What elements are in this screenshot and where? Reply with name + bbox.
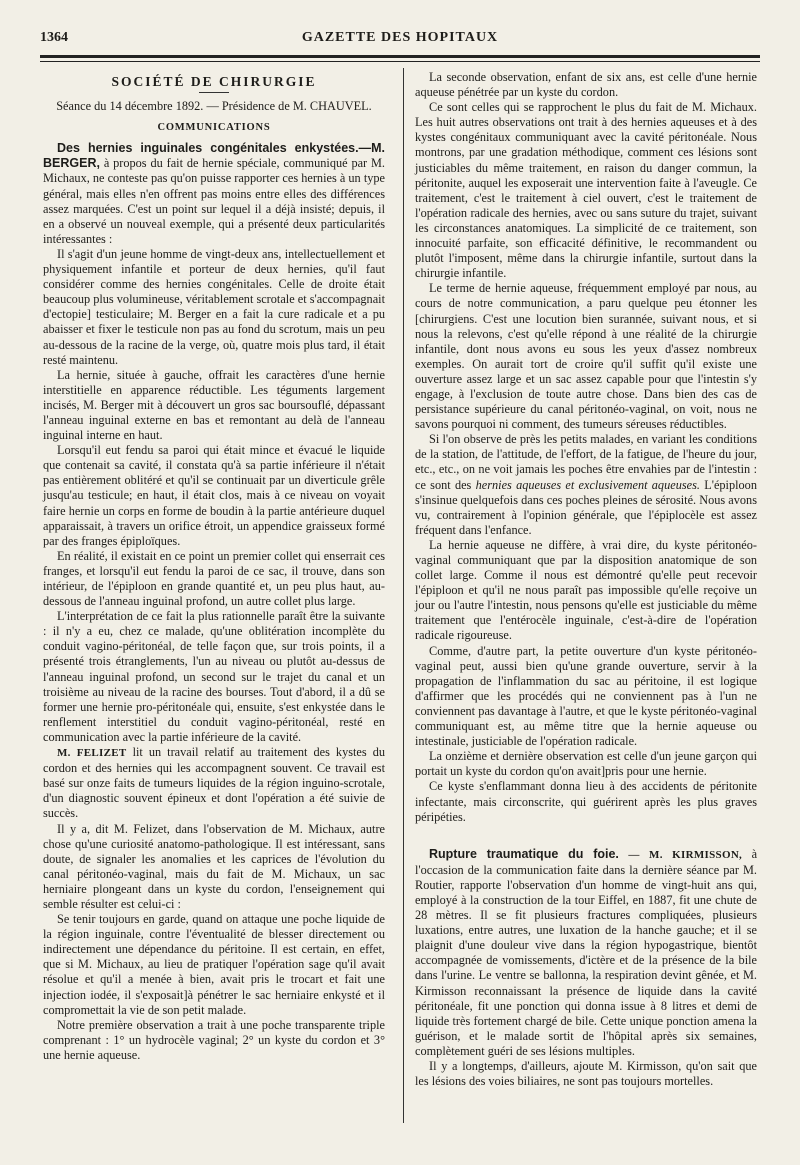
header-rule-thick <box>40 55 760 58</box>
article-title: Rupture traumatique du foie. <box>429 846 619 861</box>
paragraph: Rupture traumatique du foie. — M. KIRMISSON, à l'occasion de la communication faite dans la dernière séance par M. Routier, rapporte l'observation d'un homme de vingt-huit ans qui, employé à la construction de la tour Eiffel, en 1887, fit une chute de 28 mètres. Il se fit plusieurs fractures compliquées, plusieurs luxations, entre autres, une luxation de la hanche gauche; et il se plaignit d'une douleur vive dans la région hypogastrique, bientôt accompagnée de vomissements, d'ictère et de la présence de la bile dans l'urine. Le ventre se ballonna, la respiration devint gênée, et M. Kirmisson reconnaissant la présence de liquide dans la cavité péritonéale, fit une ponction qui donna issue à 8 litres et demi de liquide très fortement chargé de bile. Cette unique ponction amena la guérison, et le malade sortit de l'hôpital après six semaines, complètement guéri de ses lésions multiples. <box>415 846 758 1058</box>
paragraph: La seconde observation, enfant de six ans, est celle d'une hernie aqueuse pénétrée par un kyste du cordon. <box>415 70 757 100</box>
left-column <box>43 70 385 1063</box>
header-rule-thin <box>40 61 760 62</box>
paragraph: La hernie, située à gauche, offrait les caractères d'une hernie interstitielle en apparence réductible. Les téguments largement incisés, M. Berger mit à découvert un gros sac boursouflé, dépassant l'anneau inguinal externe en bas et remontant au delà de l'anneau inguinal interne en haut. <box>43 367 385 443</box>
section-gap <box>415 825 757 847</box>
italic-phrase: hernies aqueuses et exclusivement aqueuses. <box>475 477 700 492</box>
paragraph: Si l'on observe de près les petits malades, en variant les conditions de la station, de l'attitude, de l'effort, de la fatigue, de l'heure du jour, etc., etc., on ne voit jamais les poches être envahies par de l'intestin : ce sont des hernies aqueuses et exclusivement aqueuses. L'épiploon s'insinue quelquefois dans ces poches pleines de sérosité. Nous avons vu, contrairement à l'opinion générale, que l'épiplocèle est assez fréquent dans l'enfance. <box>415 432 757 537</box>
paragraph: Notre première observation a trait à une poche transparente triple comprenant : 1° un hydrocèle vaginal; 2° un kyste du cordon et 3° une hernie aqueuse. <box>43 1017 385 1062</box>
author-name: M. FELIZET <box>57 747 127 760</box>
paragraph: Lorsqu'il eut fendu sa paroi qui était mince et évacué le liquide que contenait sa cavité, il constata qu'à sa partie inférieure il n'était pas entièrement oblitéré et qu'il se continuait par un diverticule grêle jusqu'au testicule; en haut, il était clos, mais à ce niveau on voyait faire hernie un corps en forme de boudin à la partie antérieure duquel apparaissait, à travers un orifice étroit, un appendice graisseux formé par des franges épiploïques. <box>43 443 385 548</box>
paragraph: Comme, d'autre part, la petite ouverture d'un kyste péritonéo-vaginal peut, aussi bien qu'une grande ouverture, servir à la propagation de l'inflammation du sac au péritoine, il est logique d'affirmer que les procédés qui ne conviennent pas à l'un ne conviennent pas davantage à l'autre, et que le kyste péritonéo-vaginal communiquant est, au même titre que la hernie aqueuse ou intestinale, justiciable de l'opération radicale. <box>415 643 757 749</box>
title-rule <box>199 92 229 93</box>
paragraph: Le terme de hernie aqueuse, fréquemment employé par nous, au cours de notre communication, a paru quelque peu étonner les [chirurgiens. C'est une locution bien surannée, suivant nous, et si nous la relevons, c'est qu'elle répond à une réalité de la chirurgie infantile, dont nous avons eu sous les yeux d'assez nombreux exemples. On aurait tort de croire qu'il suffit qu'il existe une ouverture assez large et un sac assez capable pour que l'intestin s'y engage, à l'exclusion de toute autre chose. Dans bien des cas de persistance supérieure du canal péritonéo-vaginal, on voit, nous ne savons pourquoi ni comment, des tumeurs séreuses réductibles. <box>415 281 757 432</box>
paragraph: Se tenir toujours en garde, quand on attaque une poche liquide de la région inguinale, contre l'éventualité de blesser directement ou indirectement une dépendance du péritoine. Il est certain, en effet, que si M. Michaux, au lieu de pratiquer l'opération sage qu'il avait résolue et qu'il a menée à bien, avait pris le trocart et fait une injection iodée, il s'exposait]à pénétrer le sac herniaire enkysté et il compromettait la vie de son petit malade. <box>43 912 385 1017</box>
page-header <box>40 30 760 54</box>
paragraph: Il y a, dit M. Felizet, dans l'observation de M. Michaux, autre chose qu'une curiosité anatomo-pathologique. Il est intéressant, sans doute, de signaler les anomalies et les caprices de l'évolution du canal péritonéo-vaginal, mais du fait de M. Michaux, un sac herniaire plongeant dans un kyste du cordon, l'enseignement qui semble résulter est celui-ci : <box>43 821 385 911</box>
paragraph: L'interprétation de ce fait la plus rationnelle paraît être la suivante : il n'y a eu, chez ce malade, qu'une oblitération incomplète du conduit vagino-péritonéal, de telle façon que, sur trois points, il a présenté trois étranglements, l'un au niveau ou plutôt au-dessus de l'anneau inguinal profond, un second sur le trajet du canal et un troisième au niveau de la racine des bourses. Tout d'abord, il a dû se former une hernie pro-péritonéale qui, ensuite, s'est enkystée dans le renflement interstitiel du conduit vagino-péritonéal, resté en communication avec la partie inférieure de la cavité. <box>43 609 385 744</box>
journal-title: GAZETTE DES HOPITAUX <box>301 30 499 45</box>
paragraph: Ce kyste s'enflammant donna lieu à des accidents de péritonite infectante, mais circonscrite, qui guérirent après les plus graves péripéties. <box>415 779 757 824</box>
paragraph: M. FELIZET lit un travail relatif au traitement des kystes du cordon et des hernies qui les accompagnent souvent. Ce travail est basé sur onze faits de tumeurs liquides de la région inguino-scrotale, d'un diagnostic souvent épineux et dont l'opération a été suivie de succès. <box>43 745 385 821</box>
session-line: Séance du 14 décembre 1892. — Présidence de M. CHAUVEL. <box>56 99 372 114</box>
paragraph: Ce sont celles qui se rapprochent le plus du fait de M. Michaux. Les huit autres observations ont trait à des hernies aqueuses et à des kystes congénitaux communiquant avec la cavité péritonéale. Nous montrons, par une gradation méthodique, comment ces lésions sont justiciables du même traitement, en raison du danger commun, la péritonite, auquel les exposerait une intervention faite à l'aveugle. Ce traitement, c'est le traitement à ciel ouvert, c'est le traitement de l'opération radicale des hernies, avec ou sans suture du trajet, suivant les circonstances anatomiques. La simplicité de ce traitement, son innocuité parfaite, son efficacité définitive, le recommandent ou plutôt l'imposent, même dans la chirurgie infantile, surtout dans la chirurgie infantile. <box>415 100 757 281</box>
paragraph: Il y a longtemps, d'ailleurs, ajoute M. Kirmisson, qu'on sait que les lésions des voies biliaires, ne sont pas toujours mortelles. <box>415 1059 757 1089</box>
column-divider <box>403 68 404 1123</box>
page-number: 1364 <box>40 30 68 45</box>
right-column <box>415 70 757 1089</box>
paragraph: Des hernies inguinales congénitales enkystées.—M. BERGER, à propos du fait de hernie spéciale, communiqué par M. Michaux, ne conteste pas qu'on puisse rapporter ces hernies à un type général, mais elles n'en offrent pas moins entre elles des différences assez marquées. C'est un point sur lequel il a déjà insisté; depuis, il en a observé un nouveal exemple, qui a présenté deux particularités intéressantes : <box>43 141 386 246</box>
author-name: — M. KIRMISSON, <box>628 848 743 861</box>
section-title: SOCIÉTÉ DE CHIRURGIE <box>111 74 317 89</box>
communications-heading: COMMUNICATIONS <box>157 122 271 134</box>
paragraph: La hernie aqueuse ne diffère, à vrai dire, du kyste péritonéo-vaginal communiquant que par la disposition anatomique de son collet large. Comme il nous est démontré qu'elle peut recevoir l'épiploon et qu'il ne nous paraît pas impossible qu'elle reçoive un jour ou l'autre l'intestin, nous pensons qu'elle est justiciable du même traitement que l'entérocèle inguinale, c'est-à-dire de l'opération radicale rigoureuse. <box>415 537 757 643</box>
paragraph: La onzième et dernière observation est celle d'un jeune garçon qui portait un kyste du cordon qu'on avait]pris pour une hernie. <box>415 749 757 779</box>
article-title: Des hernies inguinales congénitales enkystées.—M. BERGER, <box>43 141 385 171</box>
paragraph: Il s'agit d'un jeune homme de vingt-deux ans, intellectuellement et physiquement infantile et porteur de deux hernies, qu'il faut considérer comme des hernies congénitales. Celle de droite était beaucoup plus volumineuse, véritablement scrotale et s'accompagnait d'ectopie] testiculaire; M. Berger en a fait la cure radicale et a pu abaisser et fixer le testicule non pas au fond du scrotum, mais un peu au-dessous de la racine de la verge, où, quatre mois plus tard, il était resté maintenu. <box>43 246 385 367</box>
paragraph: En réalité, il existait en ce point un premier collet qui enserrait ces franges, et lorsqu'il eut fendu la paroi de ce sac, il trouve, dans son intérieur, de l'épiploon en grande quantité et, un peu plus haut, au-dessous de l'anneau inguinal profond, un autre collet plus large. <box>43 548 385 609</box>
